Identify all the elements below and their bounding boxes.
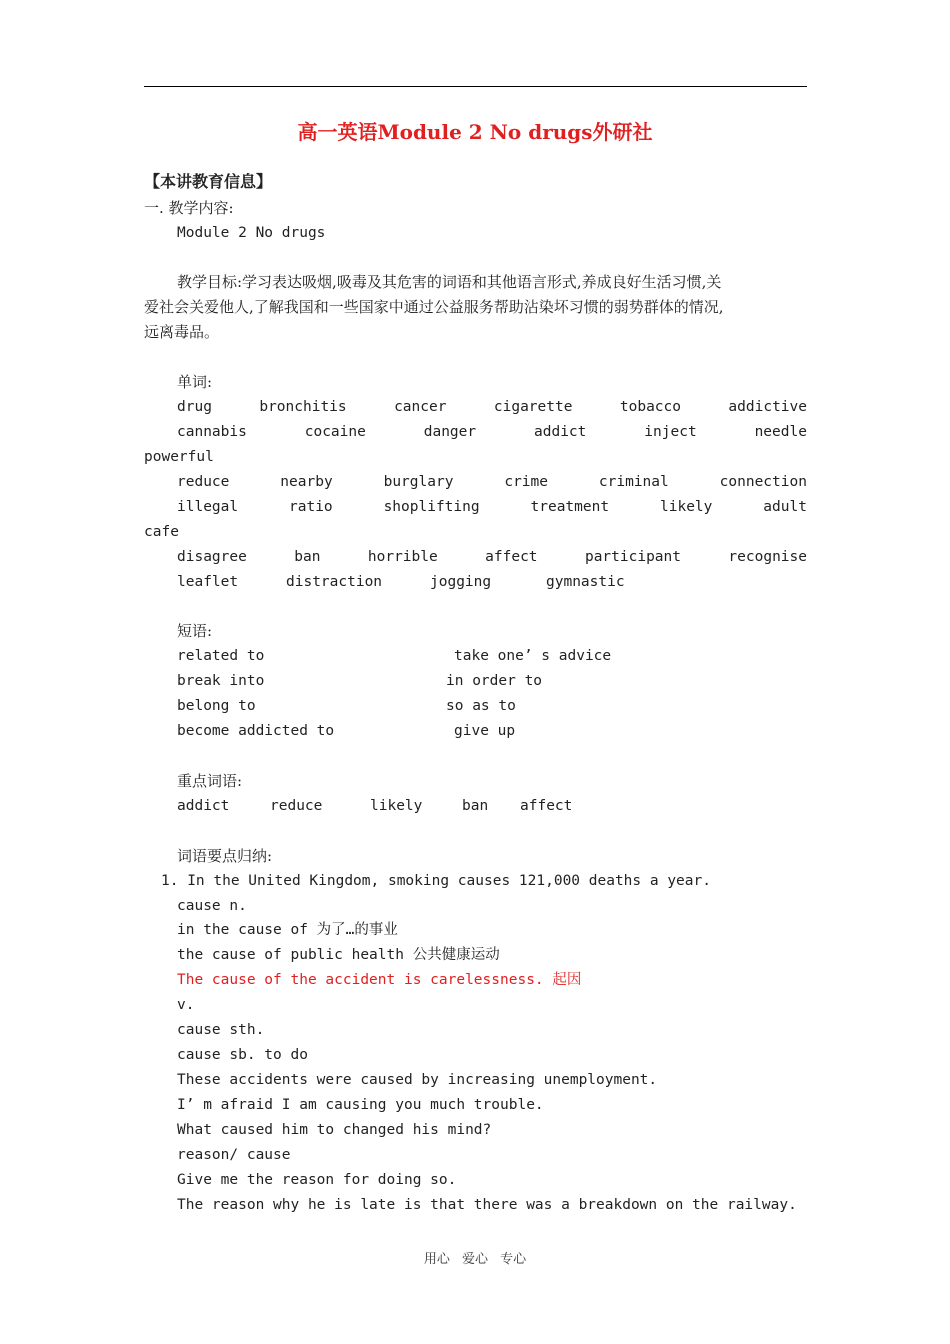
content-label: 一. 教学内容:: [144, 199, 234, 217]
vocab-word: participant: [584, 549, 681, 565]
note-line: cause sb. to do: [177, 1047, 308, 1063]
note-line: cause sth.: [177, 1022, 265, 1038]
vocab-word: cancer: [394, 399, 447, 415]
note-line: What caused him to changed his mind?: [177, 1122, 492, 1138]
note-line: reason/ cause: [177, 1147, 291, 1163]
key-word: likely: [370, 798, 423, 814]
vocab-word: tobacco: [619, 399, 681, 415]
vocab-row: [177, 497, 807, 517]
vocab-word: leaflet: [177, 574, 239, 590]
phrase: give up: [454, 723, 516, 739]
key-words-label: 重点词语:: [177, 772, 243, 790]
vocab-word: jogging: [430, 574, 492, 590]
note-line: v.: [177, 997, 195, 1013]
vocab-word: distraction: [286, 574, 383, 590]
vocab-row: [177, 422, 807, 442]
vocab-word: disagree: [177, 549, 247, 565]
vocab-word: powerful: [144, 449, 214, 465]
key-word: addict: [177, 798, 230, 814]
vocab-word: recognise: [728, 549, 807, 565]
page-title: 高一英语Module 2 No drugs外研社: [297, 120, 653, 144]
vocab-word: cocaine: [304, 424, 366, 440]
note-line: Give me the reason for doing so.: [177, 1172, 457, 1188]
page-footer: 用心 爱心 专心: [423, 1252, 527, 1267]
vocab-word: needle: [754, 424, 807, 440]
note-line: cause n.: [177, 898, 247, 914]
vocab-word: danger: [423, 424, 477, 440]
vocab-word: cigarette: [493, 399, 573, 415]
objective-line: 远离毒品。: [144, 323, 220, 341]
summary-label: 词语要点归纳:: [177, 847, 273, 865]
note-line: in the cause of 为了…的事业: [177, 922, 398, 938]
vocab-word: inject: [644, 424, 697, 440]
note-line: These accidents were caused by increasing unemployment.: [177, 1072, 658, 1088]
vocab-word: cannabis: [177, 424, 247, 440]
vocab-word: adult: [763, 499, 807, 515]
objective-line: 爱社会关爱他人,了解我国和一些国家中通过公益服务帮助沾染坏习惯的弱势群体的情况,: [144, 298, 724, 316]
note-line: the cause of public health 公共健康运动: [177, 947, 500, 963]
phrase: break into: [177, 673, 265, 689]
vocab-word: criminal: [598, 474, 669, 490]
note-line: I’ m afraid I am causing you much trouble.: [177, 1097, 544, 1113]
vocab-word: illegal: [177, 499, 239, 515]
vocab-word: connection: [719, 474, 807, 490]
vocab-row: [177, 397, 807, 417]
vocab-word: burglary: [383, 474, 454, 490]
phrase: related to: [177, 648, 265, 664]
key-word: affect: [520, 798, 573, 814]
vocab-word: bronchitis: [259, 399, 347, 415]
phrases-label: 短语:: [177, 622, 213, 640]
vocab-word: crime: [504, 474, 548, 490]
vocab-word: nearby: [280, 474, 333, 490]
point-1: 1. In the United Kingdom, smoking causes 121,000 deaths a year.: [161, 873, 711, 889]
vocab-word: ban: [294, 549, 321, 565]
vocab-word: reduce: [177, 474, 230, 490]
vocab-word: cafe: [144, 524, 179, 540]
note-line-highlight: The cause of the accident is carelessness. 起因: [177, 972, 582, 988]
key-word: reduce: [270, 798, 323, 814]
section-header: 【本讲教育信息】: [144, 172, 273, 191]
vocab-word: ratio: [289, 499, 333, 515]
vocab-word: gymnastic: [546, 574, 625, 590]
vocab-row: [177, 472, 807, 492]
vocab-word: addictive: [728, 399, 807, 415]
phrase: so as to: [446, 698, 516, 714]
vocab-word: drug: [177, 399, 212, 415]
phrase: belong to: [177, 698, 256, 714]
vocab-word: horrible: [367, 549, 438, 565]
vocab-word: likely: [660, 499, 713, 515]
vocab-word: affect: [485, 549, 538, 565]
vocab-row: [177, 547, 807, 567]
phrase: take one’ s advice: [454, 648, 612, 664]
phrase: in order to: [446, 673, 543, 689]
phrase: become addicted to: [177, 723, 335, 739]
objective-line: 教学目标:学习表达吸烟,吸毒及其危害的词语和其他语言形式,养成良好生活习惯,关: [177, 273, 722, 291]
vocab-word: treatment: [530, 499, 610, 515]
header-rule: [144, 86, 807, 87]
vocab-word: addict: [534, 424, 587, 440]
vocab-label: 单词:: [177, 373, 213, 391]
key-word: ban: [462, 798, 489, 814]
note-line: The reason why he is late is that there was a breakdown on the railway.: [177, 1197, 797, 1213]
vocab-word: shoplifting: [383, 499, 480, 515]
module-name: Module 2 No drugs: [177, 225, 326, 241]
